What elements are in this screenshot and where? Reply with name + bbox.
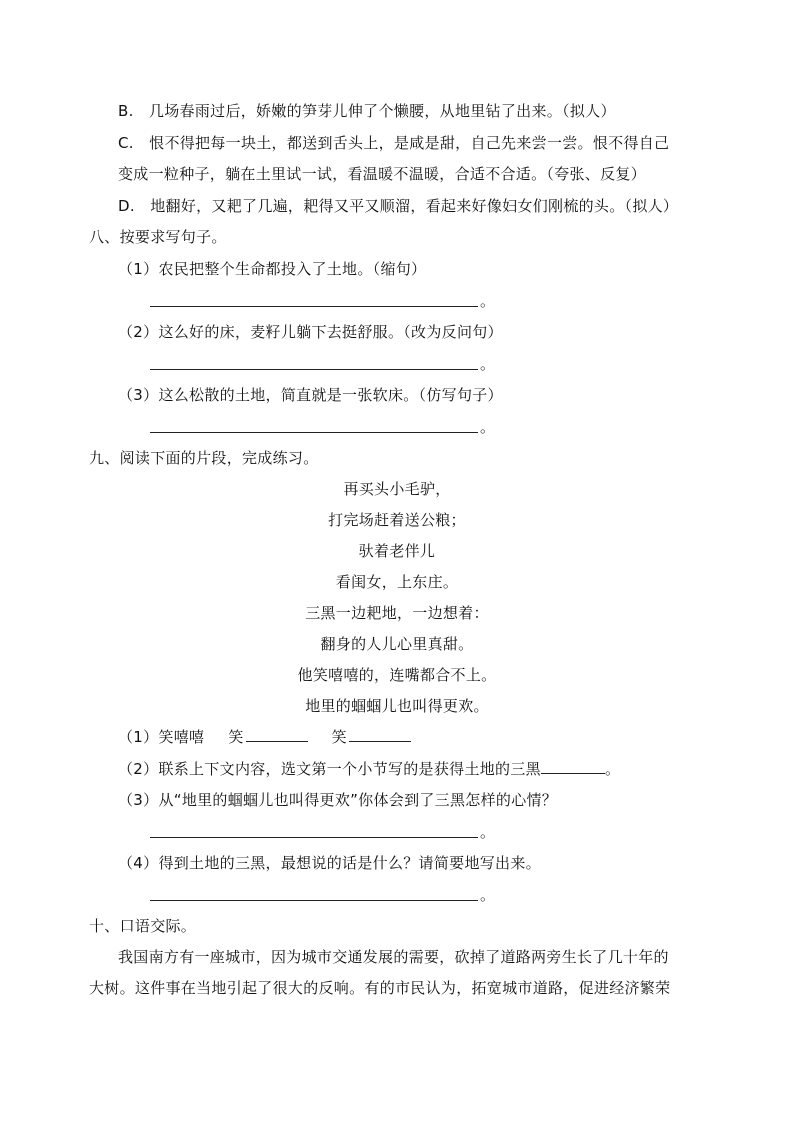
answer-period: 。 <box>480 355 496 373</box>
section8-question-2: （2）这么好的床，麦籽儿躺下去挺舒服。（改为反问句） <box>118 323 503 341</box>
word-a-char: 笑 <box>228 728 244 746</box>
question-1-prefix: （1）笑嘻嘻 <box>118 728 205 746</box>
section8-heading: 八、按要求写句子。 <box>89 228 227 246</box>
answer-line[interactable] <box>150 306 478 307</box>
question-2-text: （2）联系上下文内容，选文第一个小节写的是获得土地的三黑 <box>118 760 541 778</box>
option-c-line1: C. 恨不得把每一块土，都送到舌头上，是咸是甜，自己先来尝一尝。恨不得自己 <box>118 134 670 152</box>
poem-line: 打完场赶着送公粮； <box>328 511 466 529</box>
answer-period: 。 <box>480 823 496 841</box>
option-d: D. 地翻好，又耙了几遍，耙得又平又顺溜，看起来好像妇女们刚梳的头。（拟人） <box>118 197 679 215</box>
question-2-end: 。 <box>604 760 621 778</box>
section9-question-4: （4）得到土地的三黑，最想说的话是什么？请简要地写出来。 <box>118 854 541 872</box>
poem-line: 看闺女，上东庄。 <box>335 573 459 591</box>
word-b-blank[interactable] <box>349 727 411 742</box>
section10-heading: 十、口语交际。 <box>89 917 197 935</box>
option-c-line2: 变成一粒种子，躺在土里试一试，看温暖不温暖，合适不合适。（夸张、反复） <box>118 165 647 183</box>
answer-period: 。 <box>480 886 496 904</box>
answer-line[interactable] <box>150 369 478 370</box>
section9-question-2 <box>118 759 620 779</box>
answer-period: 。 <box>480 292 496 310</box>
answer-period: 。 <box>480 418 496 436</box>
poem-line: 地里的蝈蝈儿也叫得更欢。 <box>305 697 489 715</box>
answer-line[interactable] <box>150 837 478 838</box>
poem-line: 三黑一边耙地，一边想着： <box>305 604 489 622</box>
word-a-blank[interactable] <box>246 727 308 742</box>
section9-question-1 <box>118 727 411 747</box>
poem-line: 再买头小毛驴， <box>343 480 451 498</box>
poem-line: 翻身的人儿心里真甜。 <box>320 635 474 653</box>
section8-question-1: （1）农民把整个生命都投入了土地。（缩句） <box>118 260 427 278</box>
poem-line: 他笑嘻嘻的，连嘴都合不上。 <box>297 666 497 684</box>
section10-paragraph-line2: 大树。这件事在当地引起了很大的反响。有的市民认为，拓宽城市道路，促进经济繁荣 <box>89 979 671 997</box>
question-2-blank[interactable] <box>541 759 605 774</box>
section10-paragraph-line1: 我国南方有一座城市，因为城市交通发展的需要，砍掉了道路两旁生长了几十年的 <box>118 948 669 966</box>
answer-line[interactable] <box>150 900 478 901</box>
section9-heading: 九、阅读下面的片段，完成练习。 <box>89 449 319 467</box>
section8-question-3: （3）这么松散的土地，简直就是一张软床。（仿写句子） <box>118 386 503 404</box>
word-b-char: 笑 <box>331 728 347 746</box>
answer-line[interactable] <box>150 432 478 433</box>
option-b: B. 几场春雨过后，娇嫩的笋芽儿伸了个懒腰，从地里钻了出来。（拟人） <box>118 102 616 120</box>
poem-line: 驮着老伴儿 <box>358 542 436 560</box>
section9-question-3: （3）从“地里的蝈蝈儿也叫得更欢”你体会到了三黑怎样的心情？ <box>118 791 558 809</box>
